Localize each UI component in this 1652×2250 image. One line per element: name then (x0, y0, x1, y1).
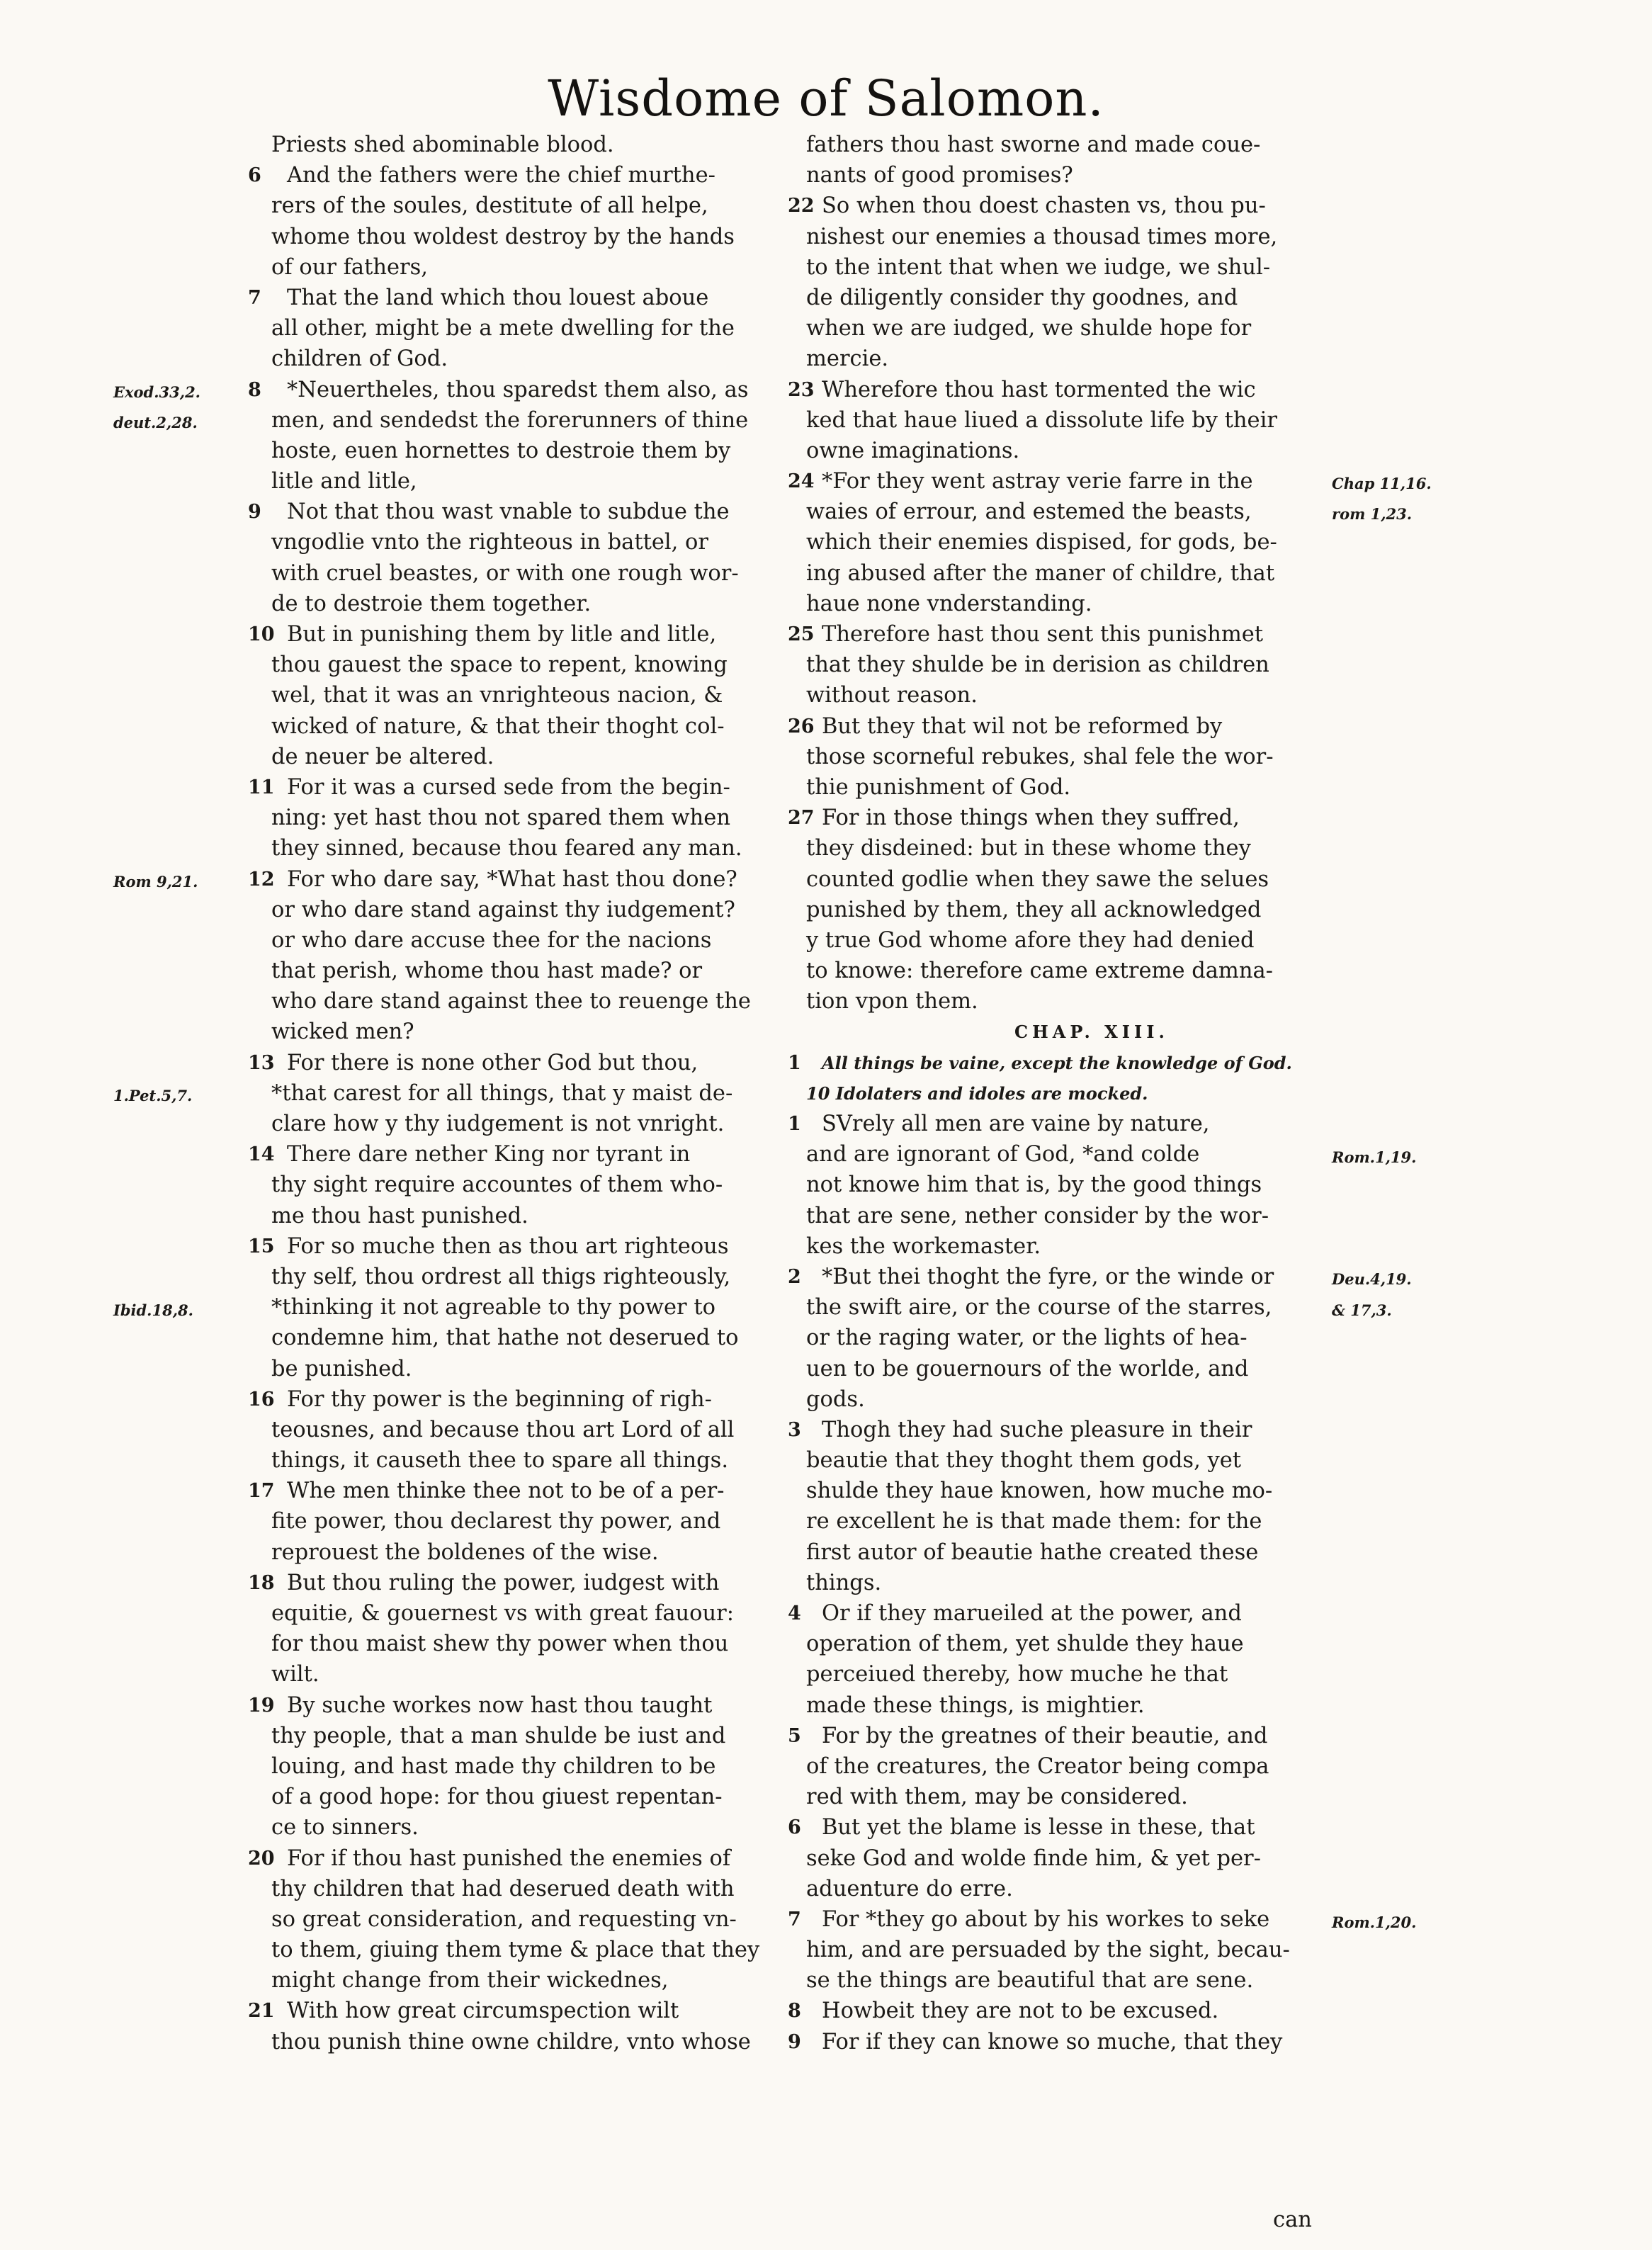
text-line (788, 742, 1347, 772)
text-line (788, 1048, 1347, 1078)
text-line (248, 405, 800, 436)
text-line (248, 1139, 800, 1170)
text-line (248, 436, 800, 466)
verse-number: 18 (248, 1571, 275, 1594)
text-line (788, 803, 1347, 833)
verse-text: *that carest for all things, that y maist de- (271, 1080, 733, 1106)
verse-text: For so muche then as thou art righteous (287, 1233, 729, 1259)
verse-text: the swift aire, or the course of the starres, (806, 1295, 1272, 1321)
text-line (248, 803, 800, 833)
verse-text: thou punish thine owne childre, vnto whose (271, 2029, 751, 2054)
text-line (788, 650, 1347, 680)
verse-text: ked that haue liued a dissolute life by their (806, 407, 1277, 433)
text-line (248, 1965, 800, 1996)
verse-text: or who dare stand against thy iudgement? (271, 897, 735, 922)
text-line (788, 252, 1347, 283)
verse-text: teousnes, and because thou art Lord of all (271, 1417, 735, 1442)
verse-text: whome thou woldest destroy by the hands (271, 224, 735, 249)
text-line (788, 1965, 1347, 1996)
verse-number: 11 (248, 776, 275, 798)
text-line (248, 283, 800, 313)
verse-text: *Neuertheles, thou sparedst them also, as (287, 377, 749, 402)
text-line (248, 313, 800, 344)
text-line (788, 711, 1347, 742)
text-line (248, 1262, 800, 1292)
verse-number: 23 (788, 378, 815, 401)
verse-number: 22 (788, 195, 815, 217)
text-line (248, 650, 800, 680)
verse-text: children of God. (271, 346, 448, 372)
text-line (788, 1017, 1347, 1047)
text-line (788, 1506, 1347, 1537)
verse-text: be punished. (271, 1356, 412, 1381)
text-line (788, 1751, 1347, 1782)
verse-text: fite power, thou declarest thy power, and (271, 1509, 721, 1534)
text-line (248, 680, 800, 711)
verse-text: de neuer be altered. (271, 744, 494, 769)
verse-text: red with them, may be considered. (806, 1785, 1188, 1810)
text-line (248, 1812, 800, 1843)
text-line (788, 986, 1347, 1017)
verse-number: 16 (248, 1388, 275, 1411)
text-line (248, 1843, 800, 1874)
text-line (788, 1109, 1347, 1139)
verse-text: CHAP. XIII. (1014, 1022, 1169, 1043)
verse-text: For in those things when they suffred, (822, 805, 1240, 831)
text-line (788, 1659, 1347, 1690)
verse-number: 17 (248, 1480, 275, 1503)
verse-text: ning: yet hast thou not spared them when (271, 805, 730, 831)
text-line (788, 405, 1347, 436)
text-line (788, 1384, 1347, 1415)
text-line (788, 1354, 1347, 1384)
verse-text: By suche workes now hast thou taught (287, 1692, 713, 1718)
verse-text: that perish, whome thou hast made? or (271, 959, 703, 984)
verse-text: with cruel beastes, or with one rough wor- (271, 560, 739, 586)
text-line (248, 344, 800, 374)
verse-text: things. (806, 1570, 882, 1595)
verse-text: All things be vaine, except the knowledge of God. (822, 1052, 1292, 1073)
verse-text: For *they go about by his workes to seke (822, 1906, 1270, 1932)
verse-number: 10 (248, 623, 275, 645)
text-line (248, 1384, 800, 1415)
verse-number: 13 (248, 1051, 275, 1074)
verse-text: Wherefore thou hast tormented the wic (822, 377, 1256, 402)
text-line (248, 1659, 800, 1690)
text-line (788, 772, 1347, 803)
verse-text: And the fathers were the chief murthe- (287, 163, 715, 188)
verse-text: For if thou hast punished the enemies of (287, 1845, 731, 1871)
text-line (788, 1323, 1347, 1353)
verse-text: wicked of nature, & that their thoght col- (271, 713, 725, 739)
verse-text: With how great circumspection wilt (287, 1999, 679, 2024)
margin-reference: & 17,3. (1332, 1301, 1392, 1319)
text-line (788, 1690, 1347, 1721)
text-line (788, 466, 1347, 497)
text-line (248, 1598, 800, 1629)
verse-text: reprouest the boldenes of the wise. (271, 1539, 659, 1565)
text-line (248, 1017, 800, 1047)
text-line (248, 925, 800, 956)
verse-number: 1 (788, 1113, 801, 1135)
text-line (248, 1996, 800, 2026)
verse-number: 1 (788, 1051, 801, 1074)
text-line (788, 1812, 1347, 1843)
page-title: Wisdome of Salomon. (548, 69, 1104, 128)
text-line (248, 1292, 800, 1323)
text-line (248, 1231, 800, 1262)
verse-text: wicked men? (271, 1019, 414, 1045)
text-line (248, 711, 800, 742)
text-line (248, 1537, 800, 1568)
text-line (248, 772, 800, 803)
text-line (248, 527, 800, 558)
text-line (788, 1874, 1347, 1904)
verse-text: *thinking it not agreable to thy power to (271, 1295, 715, 1321)
verse-text: nishest our enemies a thousad times more, (806, 224, 1278, 249)
verse-text: y true God whome afore they had denied (806, 927, 1255, 953)
verse-number: 26 (788, 715, 815, 737)
verse-text: of a good hope: for thou giuest repentan- (271, 1785, 723, 1810)
verse-text: Therefore hast thou sent this punishmet (822, 622, 1264, 647)
verse-text: things, it causeth thee to spare all things. (271, 1448, 729, 1474)
verse-text: Or if they marueiled at the power, and (822, 1601, 1242, 1626)
text-line (248, 558, 800, 589)
text-line (788, 1476, 1347, 1506)
verse-text: de to destroie them together. (271, 591, 592, 616)
text-line (248, 1751, 800, 1782)
verse-number: 8 (788, 2000, 801, 2023)
verse-number: 7 (248, 286, 261, 309)
verse-text: or who dare accuse thee for the nacions (271, 927, 712, 953)
verse-number: 19 (248, 1694, 275, 1717)
verse-text: to the intent that when we iudge, we shul- (806, 254, 1271, 280)
verse-text: For it was a cursed sede from the begin- (287, 774, 730, 800)
margin-reference: deut.2,28. (113, 413, 198, 431)
text-line (788, 313, 1347, 344)
text-line (248, 2027, 800, 2057)
verse-text: perceiued thereby, how muche he that (806, 1662, 1228, 1688)
text-line (248, 833, 800, 864)
text-line (788, 1262, 1347, 1292)
verse-text: or the raging water, or the lights of hea- (806, 1325, 1248, 1351)
text-line (248, 895, 800, 925)
verse-text: SVrely all men are vaine by nature, (822, 1112, 1210, 1136)
verse-text: when we are iudged, we shulde hope for (806, 316, 1252, 341)
verse-text: aduenture do erre. (806, 1876, 1013, 1901)
verse-text: But they that wil not be reformed by (822, 713, 1223, 739)
text-line (248, 1568, 800, 1598)
verse-number: 6 (248, 164, 261, 187)
text-line (248, 466, 800, 497)
verse-text: beautie that they thoght them gods, yet (806, 1448, 1242, 1474)
text-line (788, 589, 1347, 619)
verse-text: Howbeit they are not to be excused. (822, 1999, 1219, 2024)
verse-text: me thou hast punished. (271, 1203, 528, 1228)
margin-reference: Rom.1,20. (1332, 1913, 1417, 1931)
text-line (788, 1139, 1347, 1170)
verse-text: thy sight require accountes of them who- (271, 1172, 723, 1198)
text-line (788, 925, 1347, 956)
verse-text: without reason. (806, 683, 978, 708)
verse-number: 15 (248, 1235, 275, 1257)
verse-text: There dare nether King nor tyrant in (287, 1142, 691, 1168)
text-line (248, 252, 800, 283)
verse-text: uen to be gouernours of the worlde, and (806, 1356, 1249, 1381)
verse-text: owne imaginations. (806, 438, 1020, 463)
margin-reference: Exod.33,2. (113, 383, 200, 401)
text-line (248, 864, 800, 895)
text-line (248, 1721, 800, 1751)
text-line (248, 130, 800, 160)
verse-text: ing abused after the maner of childre, that (806, 560, 1275, 586)
margin-reference: Ibid.18,8. (113, 1301, 193, 1319)
verse-number: 6 (788, 1816, 801, 1839)
text-line (788, 833, 1347, 864)
verse-text: gods. (806, 1386, 865, 1412)
verse-number: 2 (788, 1265, 801, 1288)
text-line (788, 619, 1347, 650)
text-line (248, 1445, 800, 1476)
verse-text: vngodlie vnto the righteous in battel, or (271, 530, 708, 555)
verse-text: thie punishment of God. (806, 774, 1071, 800)
text-line (248, 1874, 800, 1904)
text-line (248, 1935, 800, 1965)
verse-number: 20 (248, 1847, 275, 1870)
text-line (248, 589, 800, 619)
verse-number: 9 (788, 2030, 801, 2053)
verse-text: se the things are beautiful that are sene. (806, 1968, 1254, 1994)
verse-text: they sinned, because thou feared any man. (271, 836, 742, 861)
text-line (248, 619, 800, 650)
verse-number: 9 (248, 501, 261, 524)
text-line (788, 1843, 1347, 1874)
text-line (248, 1690, 800, 1721)
verse-text: might change from their wickednes, (271, 1968, 669, 1994)
verse-text: wilt. (271, 1662, 319, 1688)
text-line (248, 1476, 800, 1506)
text-line (788, 1537, 1347, 1568)
verse-text: hoste, euen hornettes to destroie them by (271, 438, 731, 463)
verse-text: louing, and hast made thy children to be (271, 1753, 716, 1779)
verse-text: *But thei thoght the fyre, or the winde or (822, 1264, 1274, 1289)
margin-reference: rom 1,23. (1332, 505, 1413, 524)
verse-text: Not that thou wast vnable to subdue the (287, 499, 730, 525)
verse-text: thou gauest the space to repent, knowing (271, 652, 728, 678)
text-line (788, 222, 1347, 252)
verse-text: kes the workemaster. (806, 1233, 1041, 1259)
text-line (788, 1721, 1347, 1751)
verse-text: waies of errour, and estemed the beasts, (806, 499, 1252, 525)
verse-text: de diligently consider thy goodnes, and (806, 285, 1238, 310)
verse-number: 25 (788, 623, 815, 645)
text-line (248, 1904, 800, 1935)
verse-text: For who dare say, *What hast thou done? (287, 866, 737, 892)
verse-text: not knowe him that is, by the good things (806, 1172, 1262, 1198)
text-line (788, 344, 1347, 374)
text-line (788, 1415, 1347, 1445)
verse-text: they disdeined: but in these whome they (806, 836, 1251, 861)
text-line (788, 1170, 1347, 1200)
verse-text: But in punishing them by litle and litle, (287, 622, 717, 647)
text-line (248, 1109, 800, 1139)
verse-text: to them, giuing them tyme & place that they (271, 1938, 760, 1963)
verse-text: equitie, & gouernest vs with great fauour: (271, 1601, 735, 1626)
text-line (248, 497, 800, 527)
verse-number: 24 (788, 470, 815, 493)
verse-text: tion vpon them. (806, 989, 978, 1014)
verse-text: For by the greatnes of their beautie, and (822, 1723, 1268, 1748)
text-line (788, 1445, 1347, 1476)
text-line (248, 1201, 800, 1231)
verse-text: shulde they haue knowen, how muche mo- (806, 1479, 1273, 1504)
verse-text: for thou maist shew thy power when thou (271, 1632, 729, 1657)
verse-text: That the land which thou louest aboue (287, 285, 709, 310)
text-line (248, 742, 800, 772)
text-line (788, 130, 1347, 160)
verse-text: counted godlie when they sawe the selues (806, 866, 1269, 892)
verse-number: 4 (788, 1602, 801, 1624)
text-line (788, 436, 1347, 466)
text-line (248, 1078, 800, 1109)
verse-text: ce to sinners. (271, 1815, 419, 1841)
verse-number: 7 (788, 1908, 801, 1930)
text-line (788, 680, 1347, 711)
verse-text: For thy power is the beginning of righ- (287, 1386, 712, 1412)
text-line (788, 375, 1347, 405)
text-line (248, 1629, 800, 1659)
verse-text: But yet the blame is lesse in these, that (822, 1815, 1255, 1841)
verse-number: 12 (248, 868, 275, 891)
verse-text: wel, that it was an vnrighteous nacion, & (271, 683, 723, 708)
verse-number: 8 (248, 378, 261, 401)
verse-text: condemne him, that hathe not deserued to (271, 1325, 739, 1351)
text-line (248, 1170, 800, 1200)
verse-text: so great consideration, and requesting vn- (271, 1906, 737, 1932)
text-line (788, 1996, 1347, 2026)
verse-text: that are sene, nether consider by the wor- (806, 1203, 1269, 1228)
text-line (788, 497, 1347, 527)
margin-reference: 1.Pet.5,7. (113, 1087, 193, 1105)
text-line (788, 1935, 1347, 1965)
verse-text: For there is none other God but thou, (287, 1050, 698, 1075)
verse-text: re excellent he is that made them: for the (806, 1509, 1262, 1534)
verse-text: But thou ruling the power, iudgest with (287, 1570, 720, 1595)
verse-text: that they shulde be in derision as children (806, 652, 1269, 678)
verse-text: those scorneful rebukes, shal fele the wor- (806, 744, 1274, 769)
verse-text: and are ignorant of God, *and colde (806, 1142, 1200, 1168)
margin-reference: Rom.1,19. (1332, 1148, 1417, 1166)
verse-text: punished by them, they all acknowledged (806, 897, 1262, 922)
verse-text: For if they can knowe so muche, that they (822, 2029, 1283, 2054)
verse-text: seke God and wolde finde him, & yet per- (806, 1845, 1261, 1871)
text-line (788, 283, 1347, 313)
text-line (788, 895, 1347, 925)
verse-text: which their enemies dispised, for gods, be- (806, 530, 1277, 555)
verse-text: men, and sendedst the forerunners of thine (271, 407, 749, 433)
verse-text: of the creatures, the Creator being compa (806, 1753, 1269, 1779)
left-column (248, 130, 800, 2057)
text-line (788, 1782, 1347, 1812)
verse-text: rers of the soules, destitute of all helpe, (271, 193, 708, 219)
verse-text: operation of them, yet shulde they haue (806, 1632, 1244, 1657)
text-line (788, 1904, 1347, 1935)
text-line (788, 2027, 1347, 2057)
verse-text: nants of good promises? (806, 163, 1073, 188)
verse-text: 10 Idolaters and idoles are mocked. (806, 1082, 1148, 1104)
text-line (248, 1354, 800, 1384)
verse-text: haue none vnderstanding. (806, 591, 1092, 616)
verse-number: 14 (248, 1143, 275, 1166)
text-line (248, 160, 800, 191)
verse-text: him, and are persuaded by the sight, becau- (806, 1938, 1290, 1963)
margin-reference: Chap 11,16. (1332, 475, 1432, 493)
verse-text: mercie. (806, 346, 889, 372)
verse-text: So when thou doest chasten vs, thou pu- (822, 193, 1266, 219)
margin-reference: Deu.4,19. (1332, 1270, 1412, 1289)
right-column (788, 130, 1347, 2057)
text-line (248, 986, 800, 1017)
verse-text: fathers thou hast sworne and made coue- (806, 132, 1261, 157)
text-line (248, 956, 800, 986)
text-line (788, 558, 1347, 589)
text-line (788, 191, 1347, 221)
verse-text: thy people, that a man shulde be iust and (271, 1723, 726, 1748)
text-line (248, 191, 800, 221)
verse-number: 5 (788, 1724, 801, 1747)
text-line (788, 1201, 1347, 1231)
text-line (248, 1415, 800, 1445)
verse-text: litle and litle, (271, 469, 417, 494)
verse-text: made these things, is mightier. (806, 1692, 1145, 1718)
text-line (788, 1629, 1347, 1659)
text-line (248, 1048, 800, 1078)
verse-text: all other, might be a mete dwelling for the (271, 316, 735, 341)
margin-reference: Rom 9,21. (113, 872, 198, 891)
text-line (788, 864, 1347, 895)
text-line (788, 1598, 1347, 1629)
text-line (248, 1782, 800, 1812)
text-line (248, 222, 800, 252)
verse-number: 27 (788, 807, 815, 830)
catchword: can (1273, 2207, 1312, 2232)
text-line (248, 1506, 800, 1537)
text-line (248, 1323, 800, 1353)
text-line (788, 1078, 1347, 1109)
verse-text: *For they went astray verie farre in the (822, 469, 1253, 494)
verse-text: Thogh they had suche pleasure in their (822, 1417, 1252, 1442)
verse-number: 3 (788, 1418, 801, 1441)
verse-text: thy self, thou ordrest all thigs righteously, (271, 1264, 731, 1289)
verse-text: thy children that had deserued death with (271, 1876, 735, 1901)
text-line (788, 956, 1347, 986)
text-line (788, 1292, 1347, 1323)
verse-text: first autor of beautie hathe created these (806, 1539, 1259, 1565)
verse-number: 21 (248, 2000, 275, 2023)
verse-text: clare how y thy iudgement is not vnright. (271, 1112, 725, 1136)
text-line (788, 527, 1347, 558)
verse-text: of our fathers, (271, 254, 428, 280)
text-line (248, 375, 800, 405)
text-line (788, 1231, 1347, 1262)
text-line (788, 1568, 1347, 1598)
verse-text: Priests shed abominable blood. (271, 132, 614, 157)
verse-text: Whe men thinke thee not to be of a per- (287, 1479, 725, 1504)
verse-text: to knowe: therefore came extreme damna- (806, 959, 1273, 984)
text-line (788, 160, 1347, 191)
verse-text: who dare stand against thee to reuenge the (271, 989, 751, 1014)
